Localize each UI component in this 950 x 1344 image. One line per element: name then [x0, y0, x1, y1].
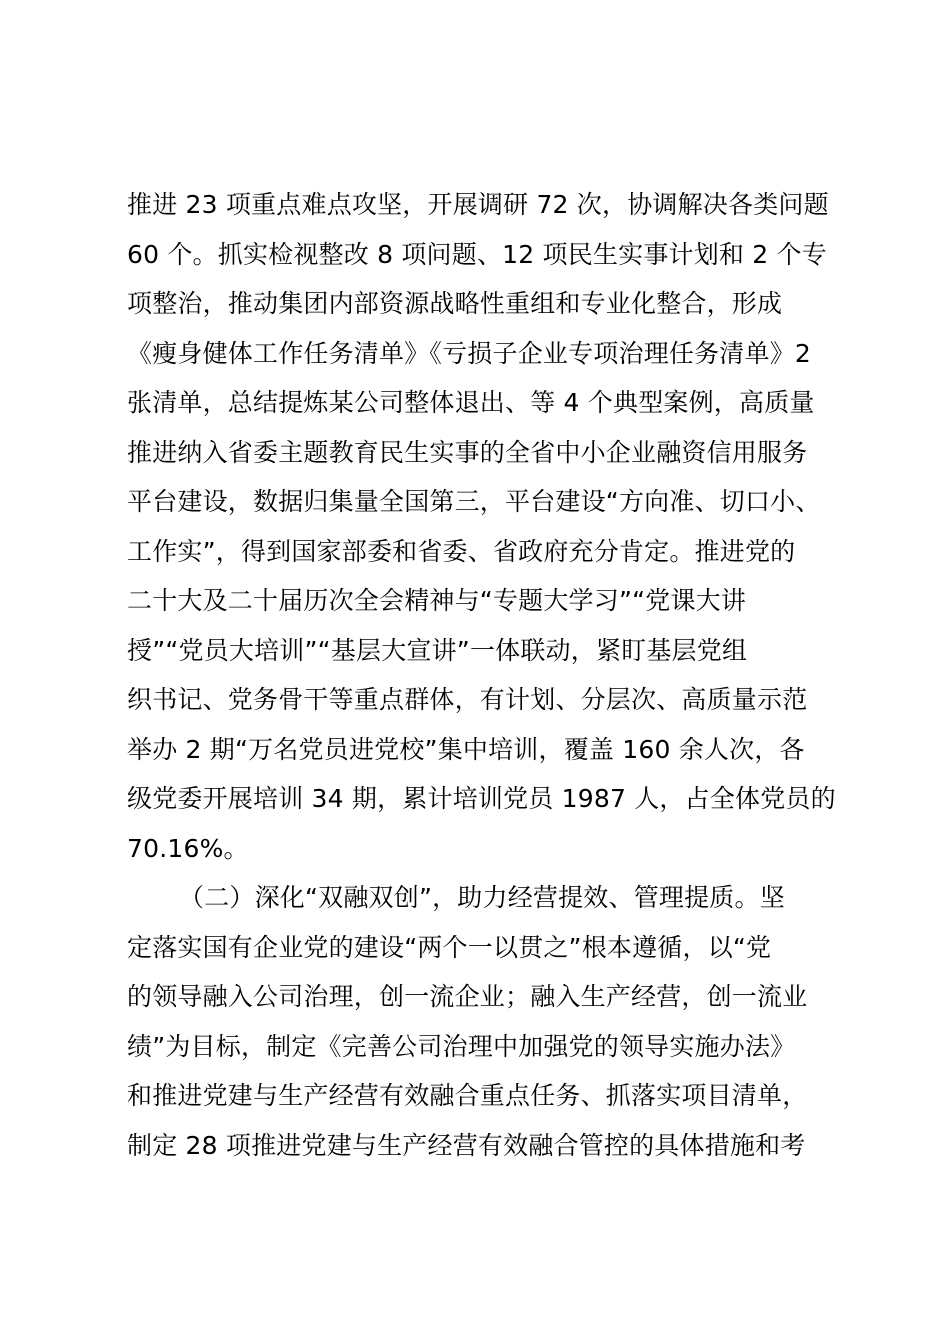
- text-line: 张清单，总结提炼某公司整体退出、等 4 个典型案例，高质量: [127, 388, 815, 417]
- text-line: 绩”为目标，制定《完善公司治理中加强党的领导实施办法》: [127, 1031, 796, 1061]
- text-line: 项整治，推动集团内部资源战略性重组和专业化整合，形成: [127, 289, 783, 318]
- text-line: 织书记、党务骨干等重点群体，有计划、分层次、高质量示范: [127, 685, 808, 714]
- body-text: [127, 180, 847, 1170]
- text-line: 级党委开展培训 34 期，累计培训党员 1987 人，占全体党员的: [127, 784, 836, 813]
- text-line: 工作实”，得到国家部委和省委、省政府充分肯定。推进党的: [127, 536, 796, 566]
- text-line: 授”“党员大培训”“基层大宣讲”一体联动，紧盯基层党组: [127, 635, 748, 665]
- text-line: 举办 2 期“万名党员进党校”集中培训，覆盖 160 余人次，各: [127, 734, 805, 764]
- text-line: 60 个。抓实检视整改 8 项问题、12 项民生实事计划和 2 个专: [127, 239, 827, 269]
- text-line: 制定 28 项推进党建与生产经营有效融合管控的具体措施和考: [127, 1130, 806, 1160]
- text-line: 70.16%。: [127, 833, 249, 863]
- text-line: 定落实国有企业党的建设“两个一以贯之”根本遵循，以“党: [127, 932, 772, 962]
- text-line: 《瘦身健体工作任务清单》《亏损子企业专项治理任务清单》2: [127, 338, 812, 368]
- text-line: 推进纳入省委主题教育民生实事的全省中小企业融资信用服务: [127, 437, 808, 467]
- text-line: 的领导融入公司治理，创一流企业；融入生产经营，创一流业: [127, 982, 808, 1011]
- text-line: 和推进党建与生产经营有效融合重点任务、抓落实项目清单，: [127, 1081, 808, 1110]
- text-line: 二十大及二十届历次全会精神与“专题大学习”“党课大讲: [127, 586, 747, 615]
- text-line: 推进 23 项重点难点攻坚，开展调研 72 次，协调解决各类问题: [127, 190, 829, 219]
- section-heading-line: （二）深化“双融双创”，助力经营提效、管理提质。坚: [179, 883, 785, 912]
- text-line: 平台建设，数据归集量全国第三，平台建设“方向准、切口小、: [127, 487, 821, 516]
